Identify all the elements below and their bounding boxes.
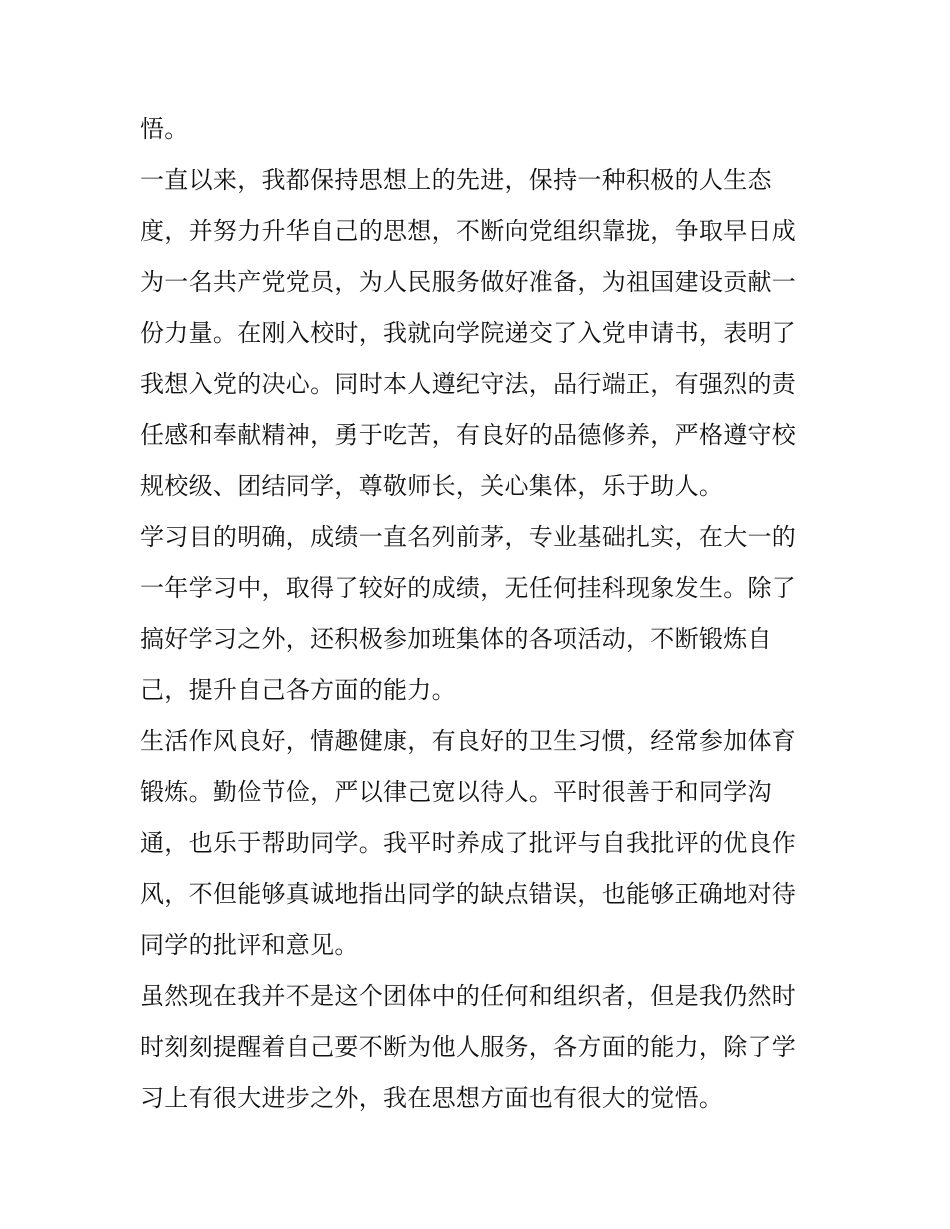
text-line: 己，提升自己各方面的能力。 <box>140 676 456 704</box>
text-line: 我想入党的决心。同时本人遵纪守法，品行端正，有强烈的责 <box>140 370 797 398</box>
text-line: 一年学习中，取得了较好的成绩，无任何挂科现象发生。除了 <box>140 574 797 602</box>
text-line: 份力量。在刚入校时，我就向学院递交了入党申请书，表明了 <box>140 319 797 347</box>
text-line: 虽然现在我并不是这个团体中的任何和组织者，但是我仍然时 <box>140 982 797 1010</box>
text-line: 一直以来，我都保持思想上的先进，保持一种积极的人生态 <box>140 166 772 194</box>
text-line: 搞好学习之外，还积极参加班集体的各项活动，不断锻炼自 <box>140 625 772 653</box>
text-line: 为一名共产党党员，为人民服务做好准备，为祖国建设贡献一 <box>140 268 797 296</box>
text-line: 锻炼。勤俭节俭，严以律己宽以待人。平时很善于和同学沟 <box>140 778 772 806</box>
text-line: 同学的批评和意见。 <box>140 931 359 959</box>
text-line: 习上有很大进步之外，我在思想方面也有很大的觉悟。 <box>140 1084 724 1112</box>
document-body <box>140 104 812 1124</box>
text-line: 度，并努力升华自己的思想，不断向党组织靠拢，争取早日成 <box>140 217 797 245</box>
text-line: 生活作风良好，情趣健康，有良好的卫生习惯，经常参加体育 <box>140 727 797 755</box>
text-line: 学习目的明确，成绩一直名列前茅，专业基础扎实，在大一的 <box>140 523 797 551</box>
text-line: 通，也乐于帮助同学。我平时养成了批评与自我批评的优良作 <box>140 829 797 857</box>
text-line: 时刻刻提醒着自己要不断为他人服务，各方面的能力，除了学 <box>140 1033 797 1061</box>
text-line: 风，不但能够真诚地指出同学的缺点错误，也能够正确地对待 <box>140 880 797 908</box>
text-line: 悟。 <box>140 115 189 143</box>
text-line: 规校级、团结同学，尊敬师长，关心集体，乐于助人。 <box>140 472 724 500</box>
text-line: 任感和奉献精神，勇于吃苦，有良好的品德修养，严格遵守校 <box>140 421 797 449</box>
